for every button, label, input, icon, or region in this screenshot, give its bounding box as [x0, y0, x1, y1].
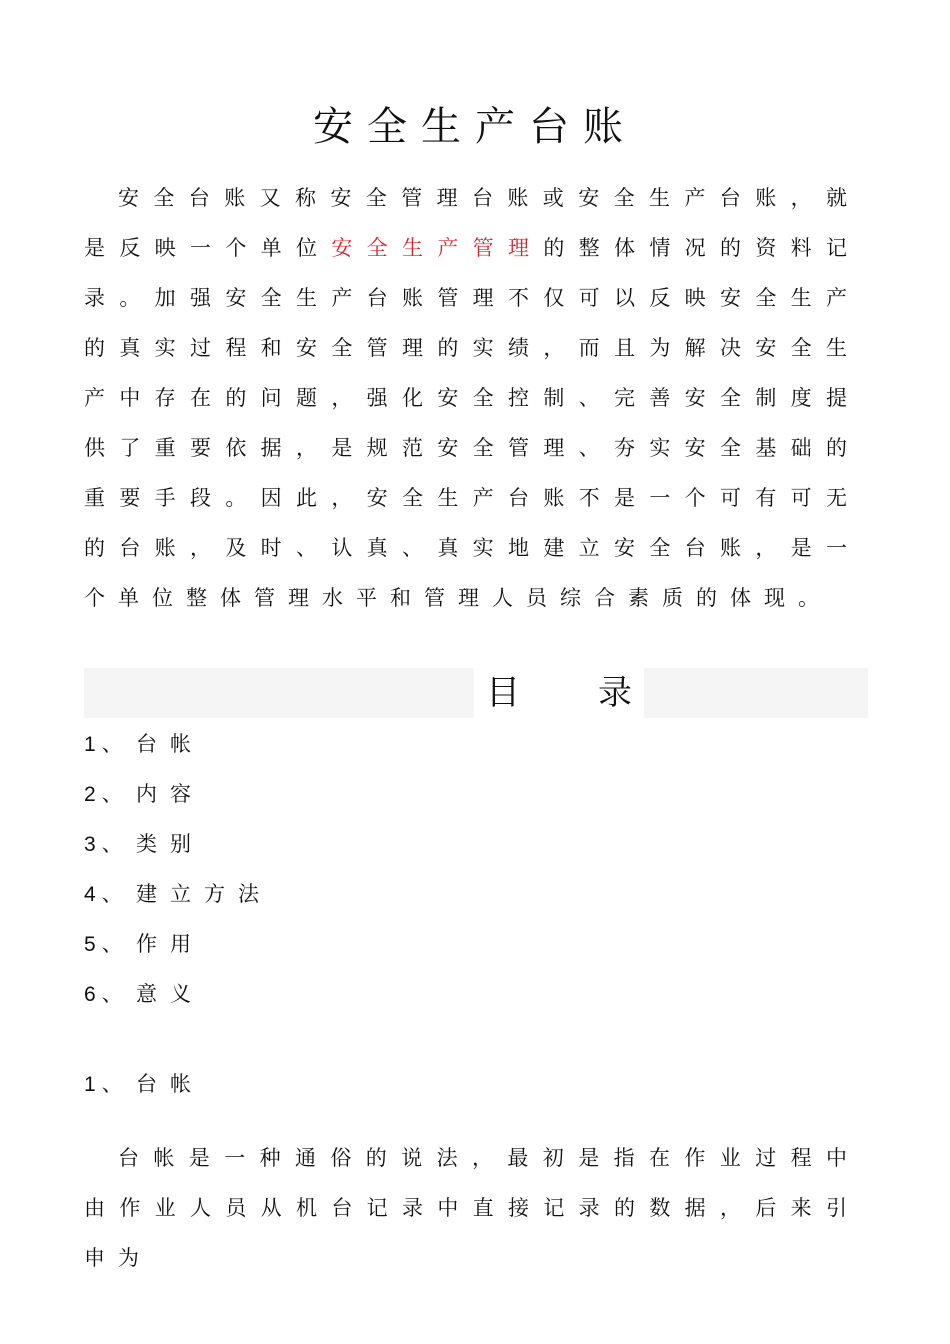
toc-item-label: 作用: [136, 932, 204, 956]
toc-item-label: 台帐: [136, 732, 204, 756]
toc-item: [84, 819, 272, 869]
toc-item-number: 5、: [84, 933, 129, 956]
intro-text-after: 的整体情况的资料记录。加强安全生产台账管理不仅可以反映安全生产的真实过程和安全管理的实绩，而且为解决安全生产中存在的问题，强化安全控制、完善安全制度提供了重要依据，是规范安全管理、夯实安全基础的重要手段。因此，安全生产台账不是一个可有可无的台账，及时、认真、真实地建立安全台账，是一个单位整体管理水平和管理人员综合素质的体现。: [84, 236, 861, 610]
toc-item-label: 内容: [136, 782, 204, 806]
toc-item: [84, 969, 272, 1019]
section-heading: [84, 1059, 204, 1109]
toc-title-part-1: 目: [486, 673, 520, 713]
toc-item-label: 建立方法: [136, 882, 272, 906]
toc-item-number: 3、: [84, 833, 129, 856]
toc-item: [84, 869, 272, 919]
toc-item-number: 6、: [84, 983, 129, 1006]
intro-paragraph: [84, 173, 860, 623]
toc-title-part-2: 录: [598, 673, 632, 713]
toc-item-number: 4、: [84, 883, 129, 906]
section-body: 台帐是一种通俗的说法，最初是指在作业过程中由作业人员从机台记录中直接记录的数据，后来引申为: [84, 1146, 860, 1270]
toc-item: [84, 919, 272, 969]
section-number: 1、: [84, 1073, 129, 1096]
section-label: 台帐: [136, 1072, 204, 1096]
toc-list: [84, 719, 272, 1019]
toc-item: [84, 719, 272, 769]
intro-text-before: 安全台账又称安全管理台账或安全生产台账，就是反映一个单位: [84, 186, 860, 260]
toc-header-bar: [84, 668, 868, 718]
page-title: 安全生产台账: [313, 104, 637, 150]
toc-title: [474, 668, 644, 718]
toc-item: [84, 769, 272, 819]
intro-highlight-link: 安全生产管理: [331, 236, 544, 260]
toc-item-number: 1、: [84, 733, 129, 756]
toc-item-label: 意义: [136, 982, 204, 1006]
toc-item-number: 2、: [84, 783, 129, 806]
toc-item-label: 类别: [136, 832, 204, 856]
